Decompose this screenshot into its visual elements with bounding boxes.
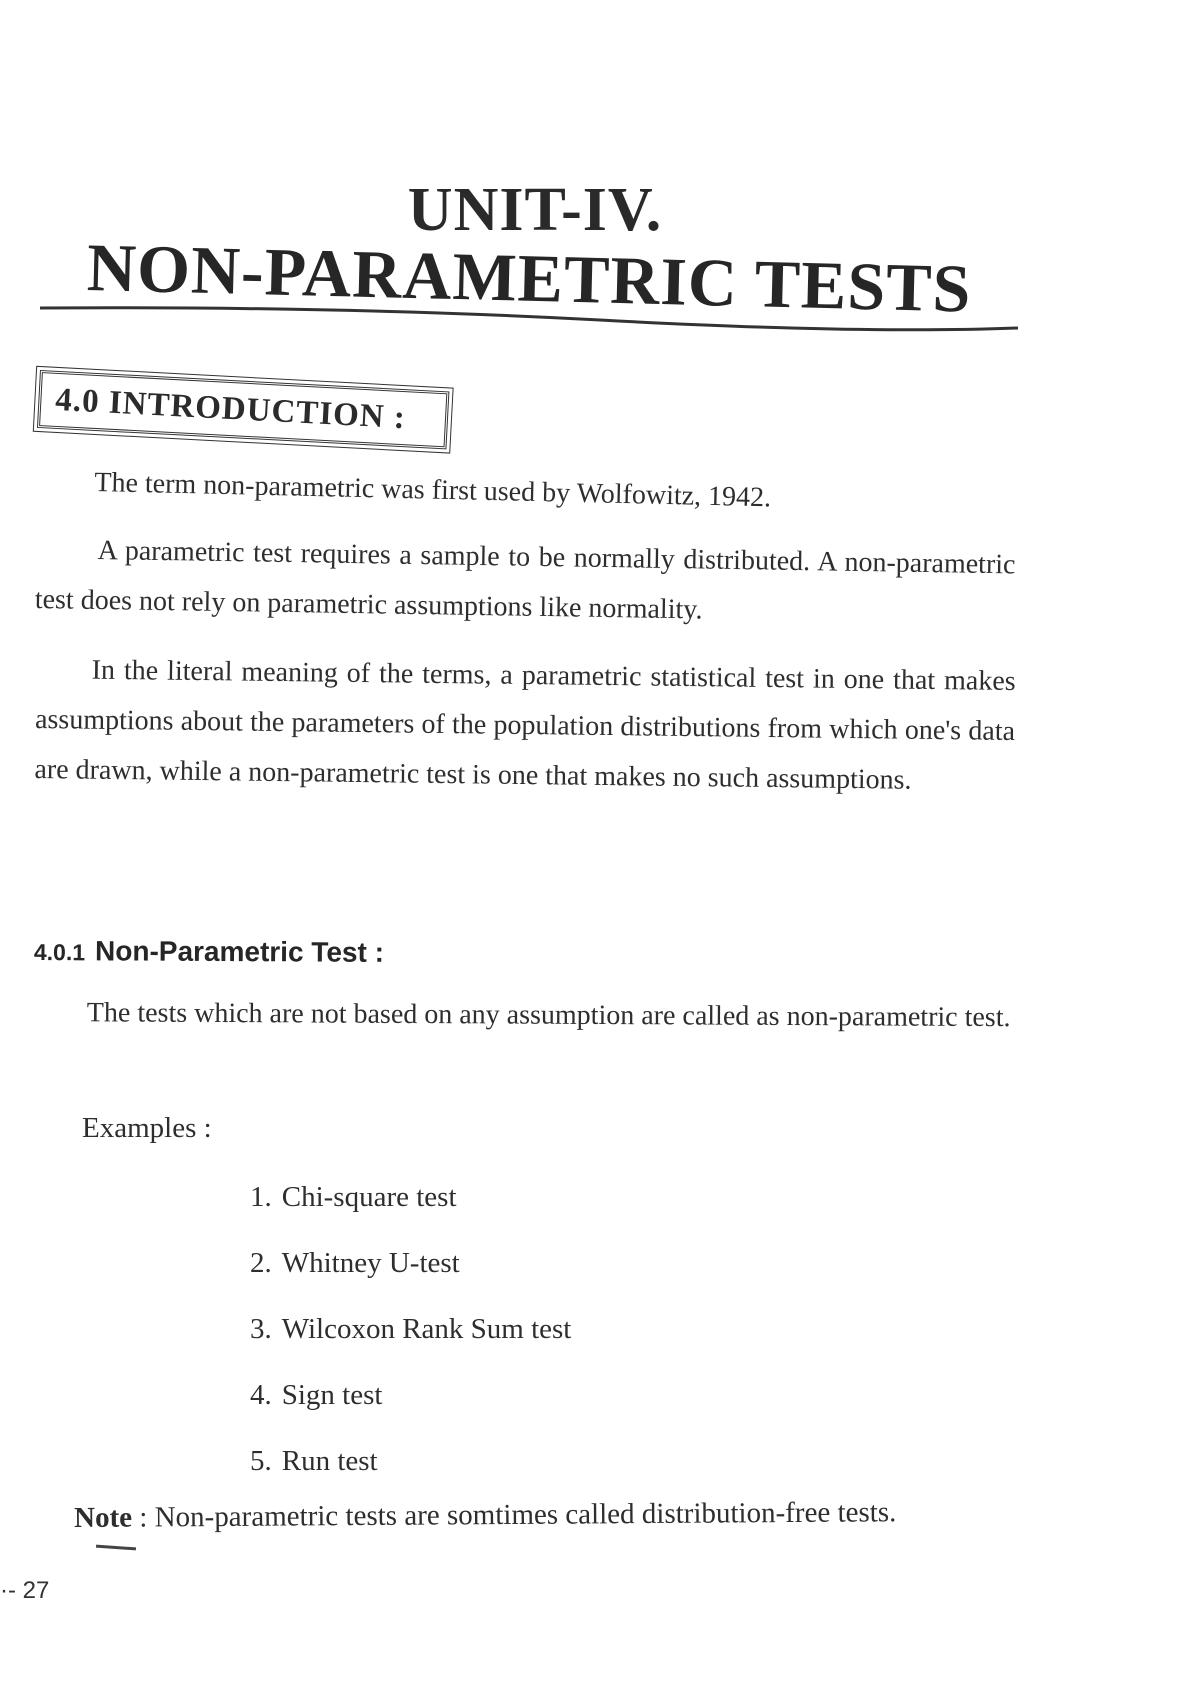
examples-label: Examples : xyxy=(82,1112,212,1144)
intro-heading: 4.0 INTRODUCTION : xyxy=(54,381,407,436)
subsection-heading xyxy=(34,935,384,969)
paragraph-3: In the literal meaning of the terms, a parametric statistical test in one that makes assumptions about the parameters of the population distributions from which one's data are drawn, while a non-parametric test is one that makes no such assumptions. xyxy=(34,654,1016,796)
paragraph-2: A parametric test requires a sample to be normally distributed. A non-parametric test does not rely on parametric assumptions like normality. xyxy=(34,534,1016,626)
list-item-text: Whitney U-test xyxy=(281,1247,460,1279)
list-item-number: 3. xyxy=(250,1313,272,1345)
subsection-title: Non-Parametric Test : xyxy=(94,935,385,968)
page-number: ·- 27 xyxy=(0,1577,50,1604)
list-item-text: Run test xyxy=(281,1445,378,1477)
title-underline xyxy=(40,298,1018,358)
note-label: Note xyxy=(74,1501,133,1534)
list-item xyxy=(250,1370,571,1436)
list-item xyxy=(250,1304,571,1370)
note-underline xyxy=(96,1545,136,1551)
examples-list xyxy=(250,1172,571,1502)
list-item-number: 2. xyxy=(250,1247,272,1279)
list-item xyxy=(250,1436,571,1502)
main-title: NON-PARAMETRIC TESTS xyxy=(86,228,973,327)
subsection-number: 4.0.1 xyxy=(33,938,86,966)
list-item-text: Chi-square test xyxy=(281,1181,457,1213)
list-item-text: Wilcoxon Rank Sum test xyxy=(281,1313,572,1345)
intro-heading-box xyxy=(37,370,449,449)
unit-title: UNIT-IV. xyxy=(407,176,663,244)
paragraph-1: The term non-parametric was first used by Wolfowitz, 1942. xyxy=(94,466,772,514)
list-item-number: 5. xyxy=(250,1445,272,1477)
subsection-body: The tests which are not based on any assumption are called as non-parametric test. xyxy=(86,997,1011,1034)
page-number-value: 27 xyxy=(22,1577,50,1604)
list-item-number: 1. xyxy=(250,1181,272,1213)
list-item xyxy=(250,1238,571,1304)
list-item-text: Sign test xyxy=(281,1379,383,1411)
list-item xyxy=(250,1172,571,1238)
note-text: : Non-parametric tests are somtimes called distribution-free tests. xyxy=(139,1496,897,1534)
list-item-number: 4. xyxy=(250,1379,272,1411)
note xyxy=(74,1496,896,1535)
